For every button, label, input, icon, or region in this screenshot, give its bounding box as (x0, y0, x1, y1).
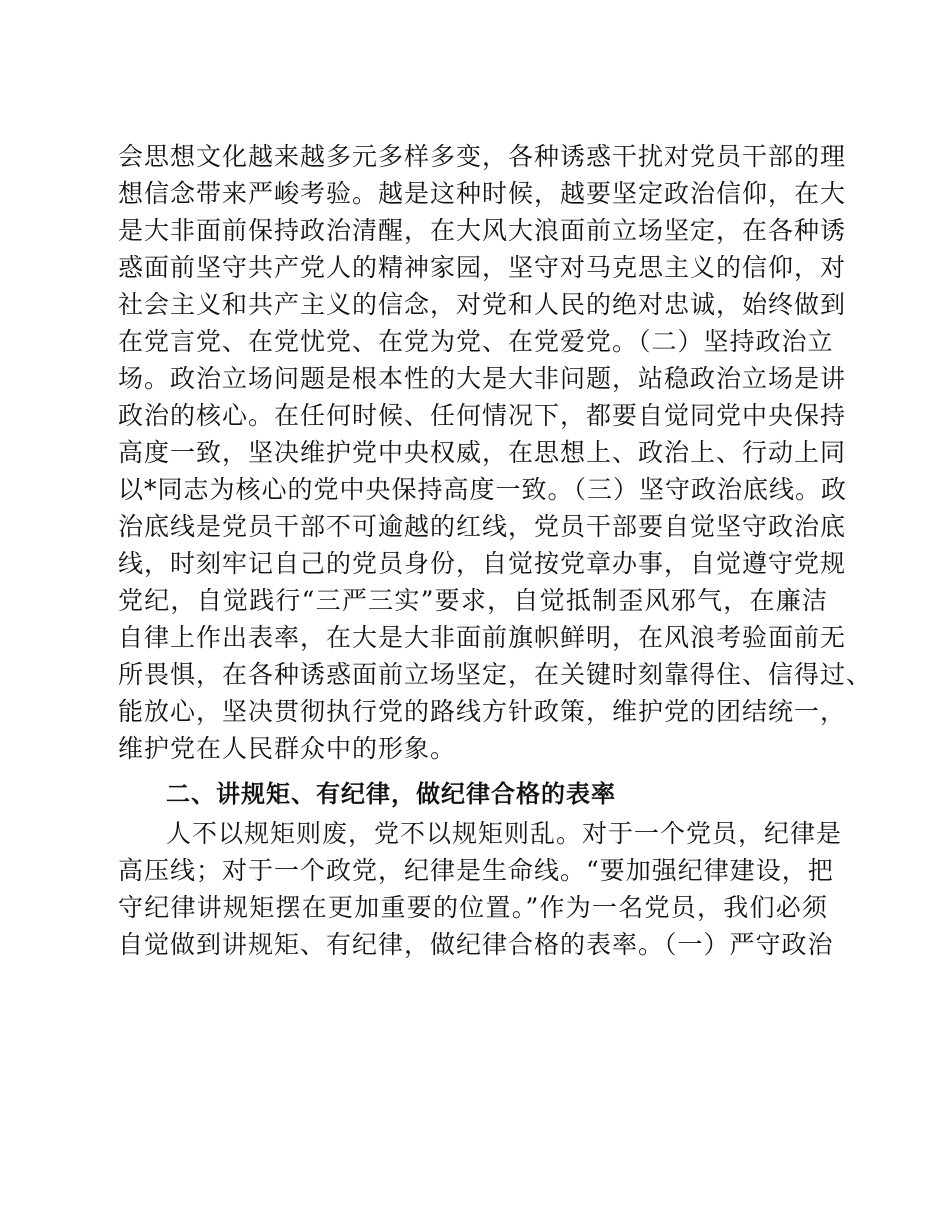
section-1-paragraph (118, 138, 873, 767)
text-line: 高压线；对于一个政党，纪律是生命线。“要加强纪律建设，把 (118, 856, 834, 885)
text-line: 社会主义和共产主义的信念，对党和人民的绝对忠诚，始终做到 (118, 290, 847, 319)
text-line: 治底线是党员干部不可逾越的红线，党员干部要自觉坚守政治底 (118, 512, 847, 541)
text-line: 高度一致，坚决维护党中央权威，在思想上、政治上、行动上同 (118, 438, 847, 467)
text-line: 想信念带来严峻考验。越是这种时候，越要坚定政治信仰，在大 (118, 179, 847, 208)
text-line: 会思想文化越来越多元多样多变，各种诱惑干扰对党员干部的理 (118, 142, 847, 171)
text-line: 党纪，自觉践行“三严三实”要求，自觉抵制歪风邪气，在廉洁 (118, 586, 828, 615)
text-line: 场。政治立场问题是根本性的大是大非问题，站稳政治立场是讲 (118, 364, 847, 393)
text-line: 线，时刻牢记自己的党员身份，自觉按党章办事，自觉遵守党规 (118, 549, 847, 578)
text-line: 自觉做到讲规矩、有纪律，做纪律合格的表率。（一）严守政治 (118, 930, 834, 959)
text-line: 惑面前坚守共产党人的精神家园，坚守对马克思主义的信仰，对 (118, 253, 847, 282)
text-line: 人不以规矩则废，党不以规矩则乱。对于一个党员，纪律是 (166, 819, 843, 848)
text-line: 自律上作出表率，在大是大非面前旗帜鲜明，在风浪考验面前无 (118, 623, 847, 652)
text-line: 能放心，坚决贯彻执行党的路线方针政策，维护党的团结统一， (118, 697, 847, 726)
section-heading: 二、讲规矩、有纪律，做纪律合格的表率 (166, 780, 616, 808)
text-line: 以*同志为核心的党中央保持高度一致。（三）坚守政治底线。政 (118, 475, 848, 504)
text-line: 所畏惧，在各种诱惑面前立场坚定，在关键时刻靠得住、信得过、 (118, 660, 873, 689)
text-line: 是大非面前保持政治清醒，在大风大浪面前立场坚定，在各种诱 (118, 216, 847, 245)
text-line: 在党言党、在党忧党、在党为党、在党爱党。（二）坚持政治立 (118, 327, 834, 356)
text-line: 政治的核心。在任何时候、任何情况下，都要自觉同党中央保持 (118, 401, 847, 430)
text-line: 维护党在人民群众中的形象。 (118, 734, 457, 763)
text-line: 守纪律讲规矩摆在更加重要的位置。”作为一名党员，我们必须 (118, 893, 828, 922)
body-text (118, 138, 873, 963)
section-2-paragraph (118, 815, 843, 963)
